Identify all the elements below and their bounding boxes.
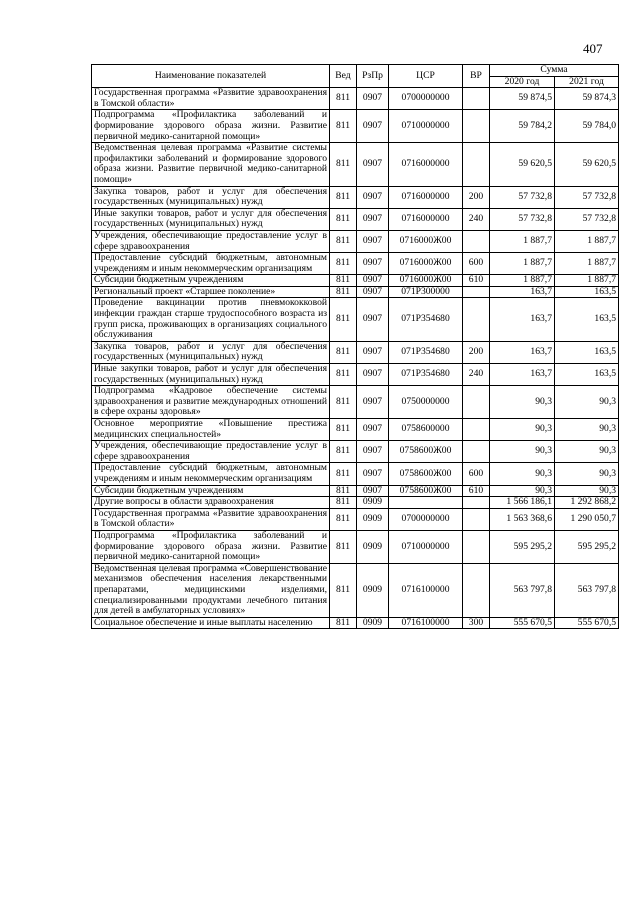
table-row (92, 110, 619, 143)
row-name: Субсидии бюджетным учреждениям (92, 485, 330, 497)
row-rzpr: 0907 (357, 208, 389, 230)
row-rzpr: 0907 (357, 143, 389, 186)
row-sum-2020: 1 887,7 (490, 275, 555, 287)
row-ved: 811 (330, 186, 357, 208)
row-sum-2021: 59 784,0 (555, 110, 619, 143)
row-vr (463, 497, 490, 509)
row-csr: 0758600Ж00 (389, 463, 463, 485)
row-sum-2021: 90,3 (555, 485, 619, 497)
row-rzpr: 0907 (357, 186, 389, 208)
row-name: Другие вопросы в области здравоохранения (92, 497, 330, 509)
row-sum-2021: 90,3 (555, 386, 619, 419)
row-ved: 811 (330, 485, 357, 497)
row-vr (463, 110, 490, 143)
row-rzpr: 0907 (357, 463, 389, 485)
row-ved: 811 (330, 497, 357, 509)
row-sum-2020: 59 784,2 (490, 110, 555, 143)
table-row (92, 298, 619, 341)
row-csr: 0758600000 (389, 419, 463, 441)
row-vr: 240 (463, 364, 490, 386)
row-rzpr: 0907 (357, 485, 389, 497)
row-vr (463, 386, 490, 419)
row-rzpr: 0907 (357, 441, 389, 463)
row-sum-2020: 90,3 (490, 441, 555, 463)
row-sum-2021: 555 670,5 (555, 617, 619, 629)
row-ved: 811 (330, 143, 357, 186)
table-row (92, 530, 619, 563)
row-csr: 0758600Ж00 (389, 485, 463, 497)
row-ved: 811 (330, 208, 357, 230)
row-csr: 0750000000 (389, 386, 463, 419)
row-vr (463, 530, 490, 563)
row-rzpr: 0907 (357, 341, 389, 363)
row-csr: 0716000Ж00 (389, 230, 463, 252)
row-csr: 071P354680 (389, 298, 463, 341)
row-name: Подпрограмма «Профилактика заболеваний и формирование здорового образа жизни. Развитие первичной медико-санитарной помощи» (92, 530, 330, 563)
row-sum-2020: 1 887,7 (490, 253, 555, 275)
table-row (92, 441, 619, 463)
row-csr: 0716000000 (389, 208, 463, 230)
row-ved: 811 (330, 110, 357, 143)
row-rzpr: 0907 (357, 419, 389, 441)
row-sum-2020: 163,7 (490, 298, 555, 341)
row-vr: 240 (463, 208, 490, 230)
row-vr: 600 (463, 253, 490, 275)
table-row (92, 419, 619, 441)
row-ved: 811 (330, 419, 357, 441)
row-ved: 811 (330, 386, 357, 419)
row-vr (463, 143, 490, 186)
row-name: Государственная программа «Развитие здравоохранения в Томской области» (92, 508, 330, 530)
row-vr (463, 508, 490, 530)
row-sum-2021: 57 732,8 (555, 208, 619, 230)
row-rzpr: 0909 (357, 497, 389, 509)
row-ved: 811 (330, 617, 357, 629)
row-rzpr: 0907 (357, 88, 389, 110)
row-sum-2020: 1 566 186,1 (490, 497, 555, 509)
row-vr (463, 88, 490, 110)
row-vr (463, 419, 490, 441)
row-sum-2021: 59 874,3 (555, 88, 619, 110)
row-name: Ведомственная целевая программа «Совершенствование механизмов обеспечения населения лекарственными препаратами, медицинскими изделиями, специализированными продуктами лечебного питания для детей в амбулаторных условиях» (92, 563, 330, 617)
row-name: Закупка товаров, работ и услуг для обеспечения государственных (муниципальных) нужд (92, 341, 330, 363)
table-row (92, 253, 619, 275)
row-csr: 071P354680 (389, 364, 463, 386)
table-row (92, 485, 619, 497)
table-row (92, 341, 619, 363)
row-vr: 200 (463, 341, 490, 363)
row-sum-2021: 1 887,7 (555, 253, 619, 275)
row-sum-2021: 90,3 (555, 463, 619, 485)
row-name: Государственная программа «Развитие здравоохранения в Томской области» (92, 88, 330, 110)
row-vr (463, 563, 490, 617)
row-name: Региональный проект «Старшее поколение» (92, 286, 330, 298)
row-vr: 200 (463, 186, 490, 208)
row-rzpr: 0907 (357, 110, 389, 143)
row-sum-2021: 1 292 868,2 (555, 497, 619, 509)
row-ved: 811 (330, 341, 357, 363)
row-sum-2020: 555 670,5 (490, 617, 555, 629)
row-csr: 0700000000 (389, 508, 463, 530)
row-name: Закупка товаров, работ и услуг для обеспечения государственных (муниципальных) нужд (92, 186, 330, 208)
table-row (92, 186, 619, 208)
row-rzpr: 0907 (357, 298, 389, 341)
row-sum-2021: 1 290 050,7 (555, 508, 619, 530)
row-vr: 610 (463, 275, 490, 287)
row-vr (463, 286, 490, 298)
row-sum-2020: 57 732,8 (490, 208, 555, 230)
row-sum-2021: 57 732,8 (555, 186, 619, 208)
header-ved: Вед (330, 65, 357, 88)
row-rzpr: 0907 (357, 253, 389, 275)
row-name: Подпрограмма «Кадровое обеспечение системы здравоохранения и развитие международных отношений в сфере охраны здоровья» (92, 386, 330, 419)
table-row (92, 386, 619, 419)
row-sum-2021: 595 295,2 (555, 530, 619, 563)
row-csr: 0716000000 (389, 143, 463, 186)
row-csr: 0716000000 (389, 186, 463, 208)
row-rzpr: 0907 (357, 386, 389, 419)
row-sum-2021: 90,3 (555, 441, 619, 463)
row-sum-2021: 163,5 (555, 364, 619, 386)
table-row (92, 617, 619, 629)
row-rzpr: 0907 (357, 230, 389, 252)
row-ved: 811 (330, 530, 357, 563)
row-sum-2020: 595 295,2 (490, 530, 555, 563)
row-sum-2020: 90,3 (490, 419, 555, 441)
row-vr (463, 298, 490, 341)
row-name: Проведение вакцинации против пневмококковой инфекции граждан старше трудоспособного возраста из групп риска, проживающих в организациях социального обслуживания (92, 298, 330, 341)
row-ved: 811 (330, 230, 357, 252)
row-name: Учреждения, обеспечивающие предоставление услуг в сфере здравоохранения (92, 441, 330, 463)
row-ved: 811 (330, 275, 357, 287)
row-csr: 0758600Ж00 (389, 441, 463, 463)
row-rzpr: 0907 (357, 364, 389, 386)
row-sum-2021: 90,3 (555, 419, 619, 441)
table-header (92, 65, 619, 88)
row-name: Подпрограмма «Профилактика заболеваний и формирование здорового образа жизни. Развитие первичной медико-санитарной помощи» (92, 110, 330, 143)
row-sum-2021: 163,5 (555, 286, 619, 298)
row-sum-2020: 90,3 (490, 485, 555, 497)
row-ved: 811 (330, 563, 357, 617)
row-rzpr: 0909 (357, 530, 389, 563)
table-row (92, 275, 619, 287)
row-sum-2020: 57 732,8 (490, 186, 555, 208)
table-row (92, 88, 619, 110)
row-csr: 0716100000 (389, 617, 463, 629)
row-sum-2020: 59 620,5 (490, 143, 555, 186)
header-2021: 2021 год (555, 76, 619, 88)
row-sum-2020: 1 887,7 (490, 230, 555, 252)
row-vr (463, 230, 490, 252)
row-ved: 811 (330, 508, 357, 530)
table-row (92, 230, 619, 252)
table-row (92, 563, 619, 617)
row-sum-2021: 1 887,7 (555, 275, 619, 287)
table-row (92, 208, 619, 230)
row-csr: 0710000000 (389, 530, 463, 563)
row-csr: 071P300000 (389, 286, 463, 298)
row-sum-2021: 163,5 (555, 298, 619, 341)
row-ved: 811 (330, 441, 357, 463)
table-row (92, 508, 619, 530)
row-ved: 811 (330, 88, 357, 110)
row-name: Предоставление субсидий бюджетным, автономным учреждениям и иным некоммерческим организациям (92, 253, 330, 275)
row-name: Иные закупки товаров, работ и услуг для обеспечения государственных (муниципальных) нужд (92, 208, 330, 230)
row-ved: 811 (330, 253, 357, 275)
row-sum-2021: 163,5 (555, 341, 619, 363)
row-csr: 0710000000 (389, 110, 463, 143)
row-sum-2020: 163,7 (490, 341, 555, 363)
header-vr: ВР (463, 65, 490, 88)
table-row (92, 497, 619, 509)
row-ved: 811 (330, 463, 357, 485)
table-row (92, 364, 619, 386)
row-vr: 600 (463, 463, 490, 485)
row-rzpr: 0909 (357, 508, 389, 530)
row-rzpr: 0907 (357, 275, 389, 287)
row-ved: 811 (330, 364, 357, 386)
row-name: Ведомственная целевая программа «Развитие системы профилактики заболеваний и формирование здорового образа жизни. Развитие первичной медико-санитарной помощи» (92, 143, 330, 186)
row-name: Социальное обеспечение и иные выплаты населению (92, 617, 330, 629)
row-vr (463, 441, 490, 463)
page-number: 407 (583, 41, 603, 56)
header-2020: 2020 год (490, 76, 555, 88)
row-name: Иные закупки товаров, работ и услуг для обеспечения государственных (муниципальных) нужд (92, 364, 330, 386)
row-ved: 811 (330, 286, 357, 298)
table-body (92, 88, 619, 629)
row-sum-2020: 1 563 368,6 (490, 508, 555, 530)
budget-table (91, 64, 619, 629)
row-name: Субсидии бюджетным учреждениям (92, 275, 330, 287)
row-sum-2020: 163,7 (490, 286, 555, 298)
row-vr: 610 (463, 485, 490, 497)
row-csr: 0700000000 (389, 88, 463, 110)
row-sum-2021: 59 620,5 (555, 143, 619, 186)
row-rzpr: 0909 (357, 617, 389, 629)
table-row (92, 286, 619, 298)
row-sum-2020: 163,7 (490, 364, 555, 386)
header-sum: Сумма (490, 65, 619, 77)
row-name: Основное мероприятие «Повышение престижа медицинских специальностей» (92, 419, 330, 441)
row-sum-2021: 1 887,7 (555, 230, 619, 252)
table-row (92, 463, 619, 485)
row-sum-2020: 90,3 (490, 463, 555, 485)
row-name: Предоставление субсидий бюджетным, автономным учреждениям и иным некоммерческим организациям (92, 463, 330, 485)
row-csr: 071P354680 (389, 341, 463, 363)
row-sum-2020: 563 797,8 (490, 563, 555, 617)
header-csr: ЦСР (389, 65, 463, 88)
table-row (92, 143, 619, 186)
row-sum-2020: 59 874,5 (490, 88, 555, 110)
row-sum-2020: 90,3 (490, 386, 555, 419)
row-csr: 0716000Ж00 (389, 275, 463, 287)
row-sum-2021: 563 797,8 (555, 563, 619, 617)
row-ved: 811 (330, 298, 357, 341)
header-name: Наименование показателей (92, 65, 330, 88)
row-csr (389, 497, 463, 509)
row-rzpr: 0907 (357, 286, 389, 298)
header-rzpr: РзПр (357, 65, 389, 88)
row-name: Учреждения, обеспечивающие предоставление услуг в сфере здравоохранения (92, 230, 330, 252)
row-rzpr: 0909 (357, 563, 389, 617)
row-csr: 0716000Ж00 (389, 253, 463, 275)
row-vr: 300 (463, 617, 490, 629)
row-csr: 0716100000 (389, 563, 463, 617)
